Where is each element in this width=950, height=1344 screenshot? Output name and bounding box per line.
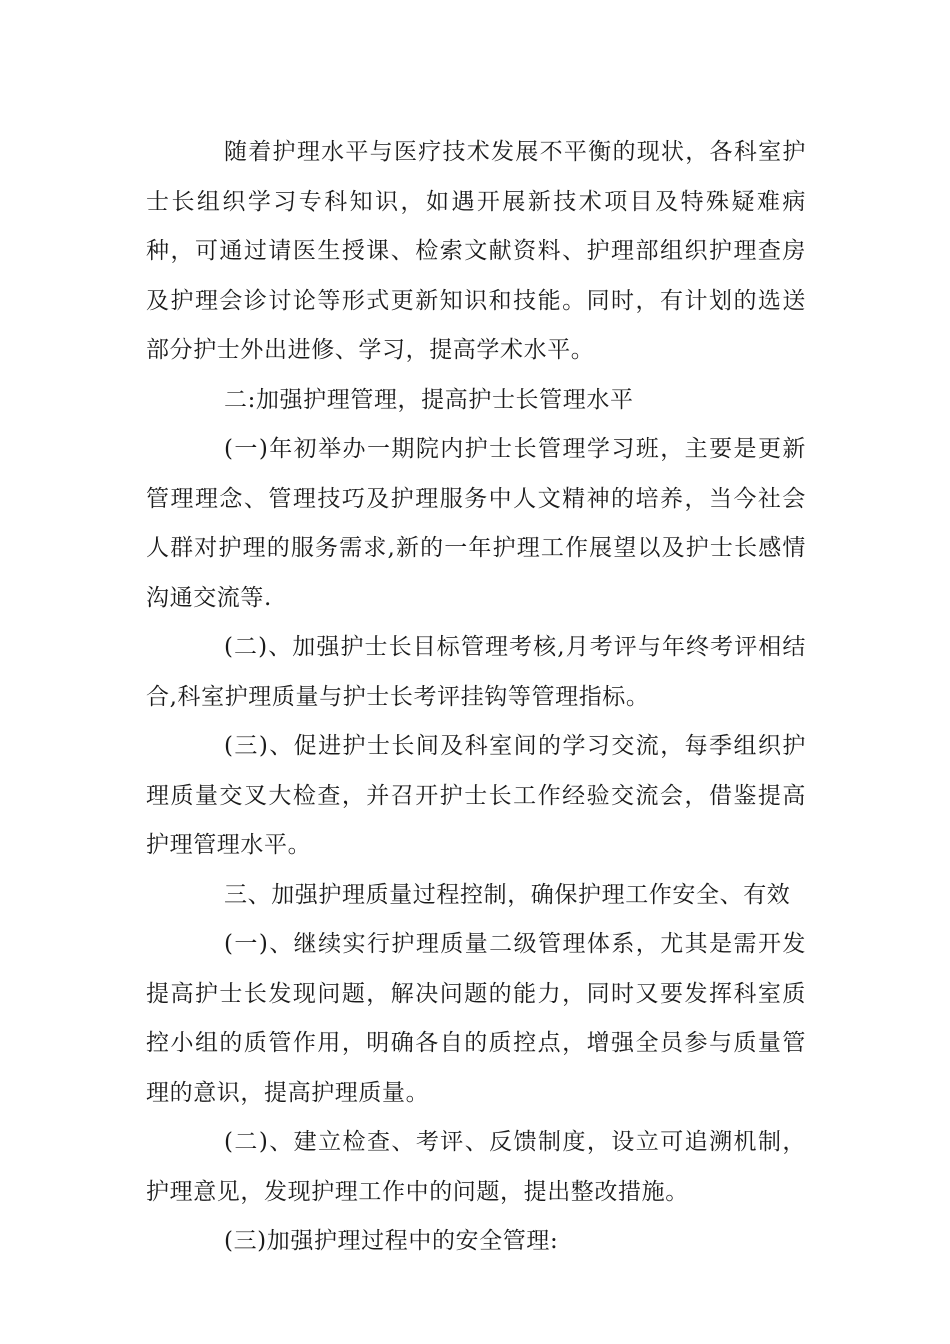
paragraph-3-2: (二)、建立检查、考评、反馈制度，设立可追溯机制，护理意见，发现护理工作中的问题，提出整改措施。 [146,1129,806,1205]
section-heading-3: 三、加强护理质量过程控制，确保护理工作安全、有效 [224,881,791,908]
paragraph-2-3: (三)、促进护士长间及科室间的学习交流，每季组织护理质量交叉大检查，并召开护士长工作经验交流会，借鉴提高护理管理水平。 [146,733,806,858]
paragraph-2-1: (一)年初举办一期院内护士长管理学习班，主要是更新管理理念、管理技巧及护理服务中人文精神的培养，当今社会人群对护理的服务需求,新的一年护理工作展望以及护士长感情沟通交流等. [146,436,806,611]
document-body [146,128,806,1267]
paragraph-3-1: (一)、继续实行护理质量二级管理体系，尤其是需开发提高护士长发现问题，解决问题的能力，同时又要发挥科室质控小组的质管作用，明确各自的质控点，增强全员参与质量管理的意识，提高护理质量。 [146,931,806,1106]
section-heading-2: 二:加强护理管理，提高护士长管理水平 [224,386,634,413]
paragraph-intro: 随着护理水平与医疗技术发展不平衡的现状，各科室护士长组织学习专科知识，如遇开展新技术项目及特殊疑难病种，可通过请医生授课、检索文献资料、护理部组织护理查房及护理会诊讨论等形式更新知识和技能。同时，有计划的选送部分护士外出进修、学习，提高学术水平。 [146,139,806,363]
paragraph-3-3: (三)加强护理过程中的安全管理: [224,1228,559,1254]
paragraph-2-2: (二)、加强护士长目标管理考核,月考评与年终考评相结合,科室护理质量与护士长考评挂钩等管理指标。 [146,634,806,710]
